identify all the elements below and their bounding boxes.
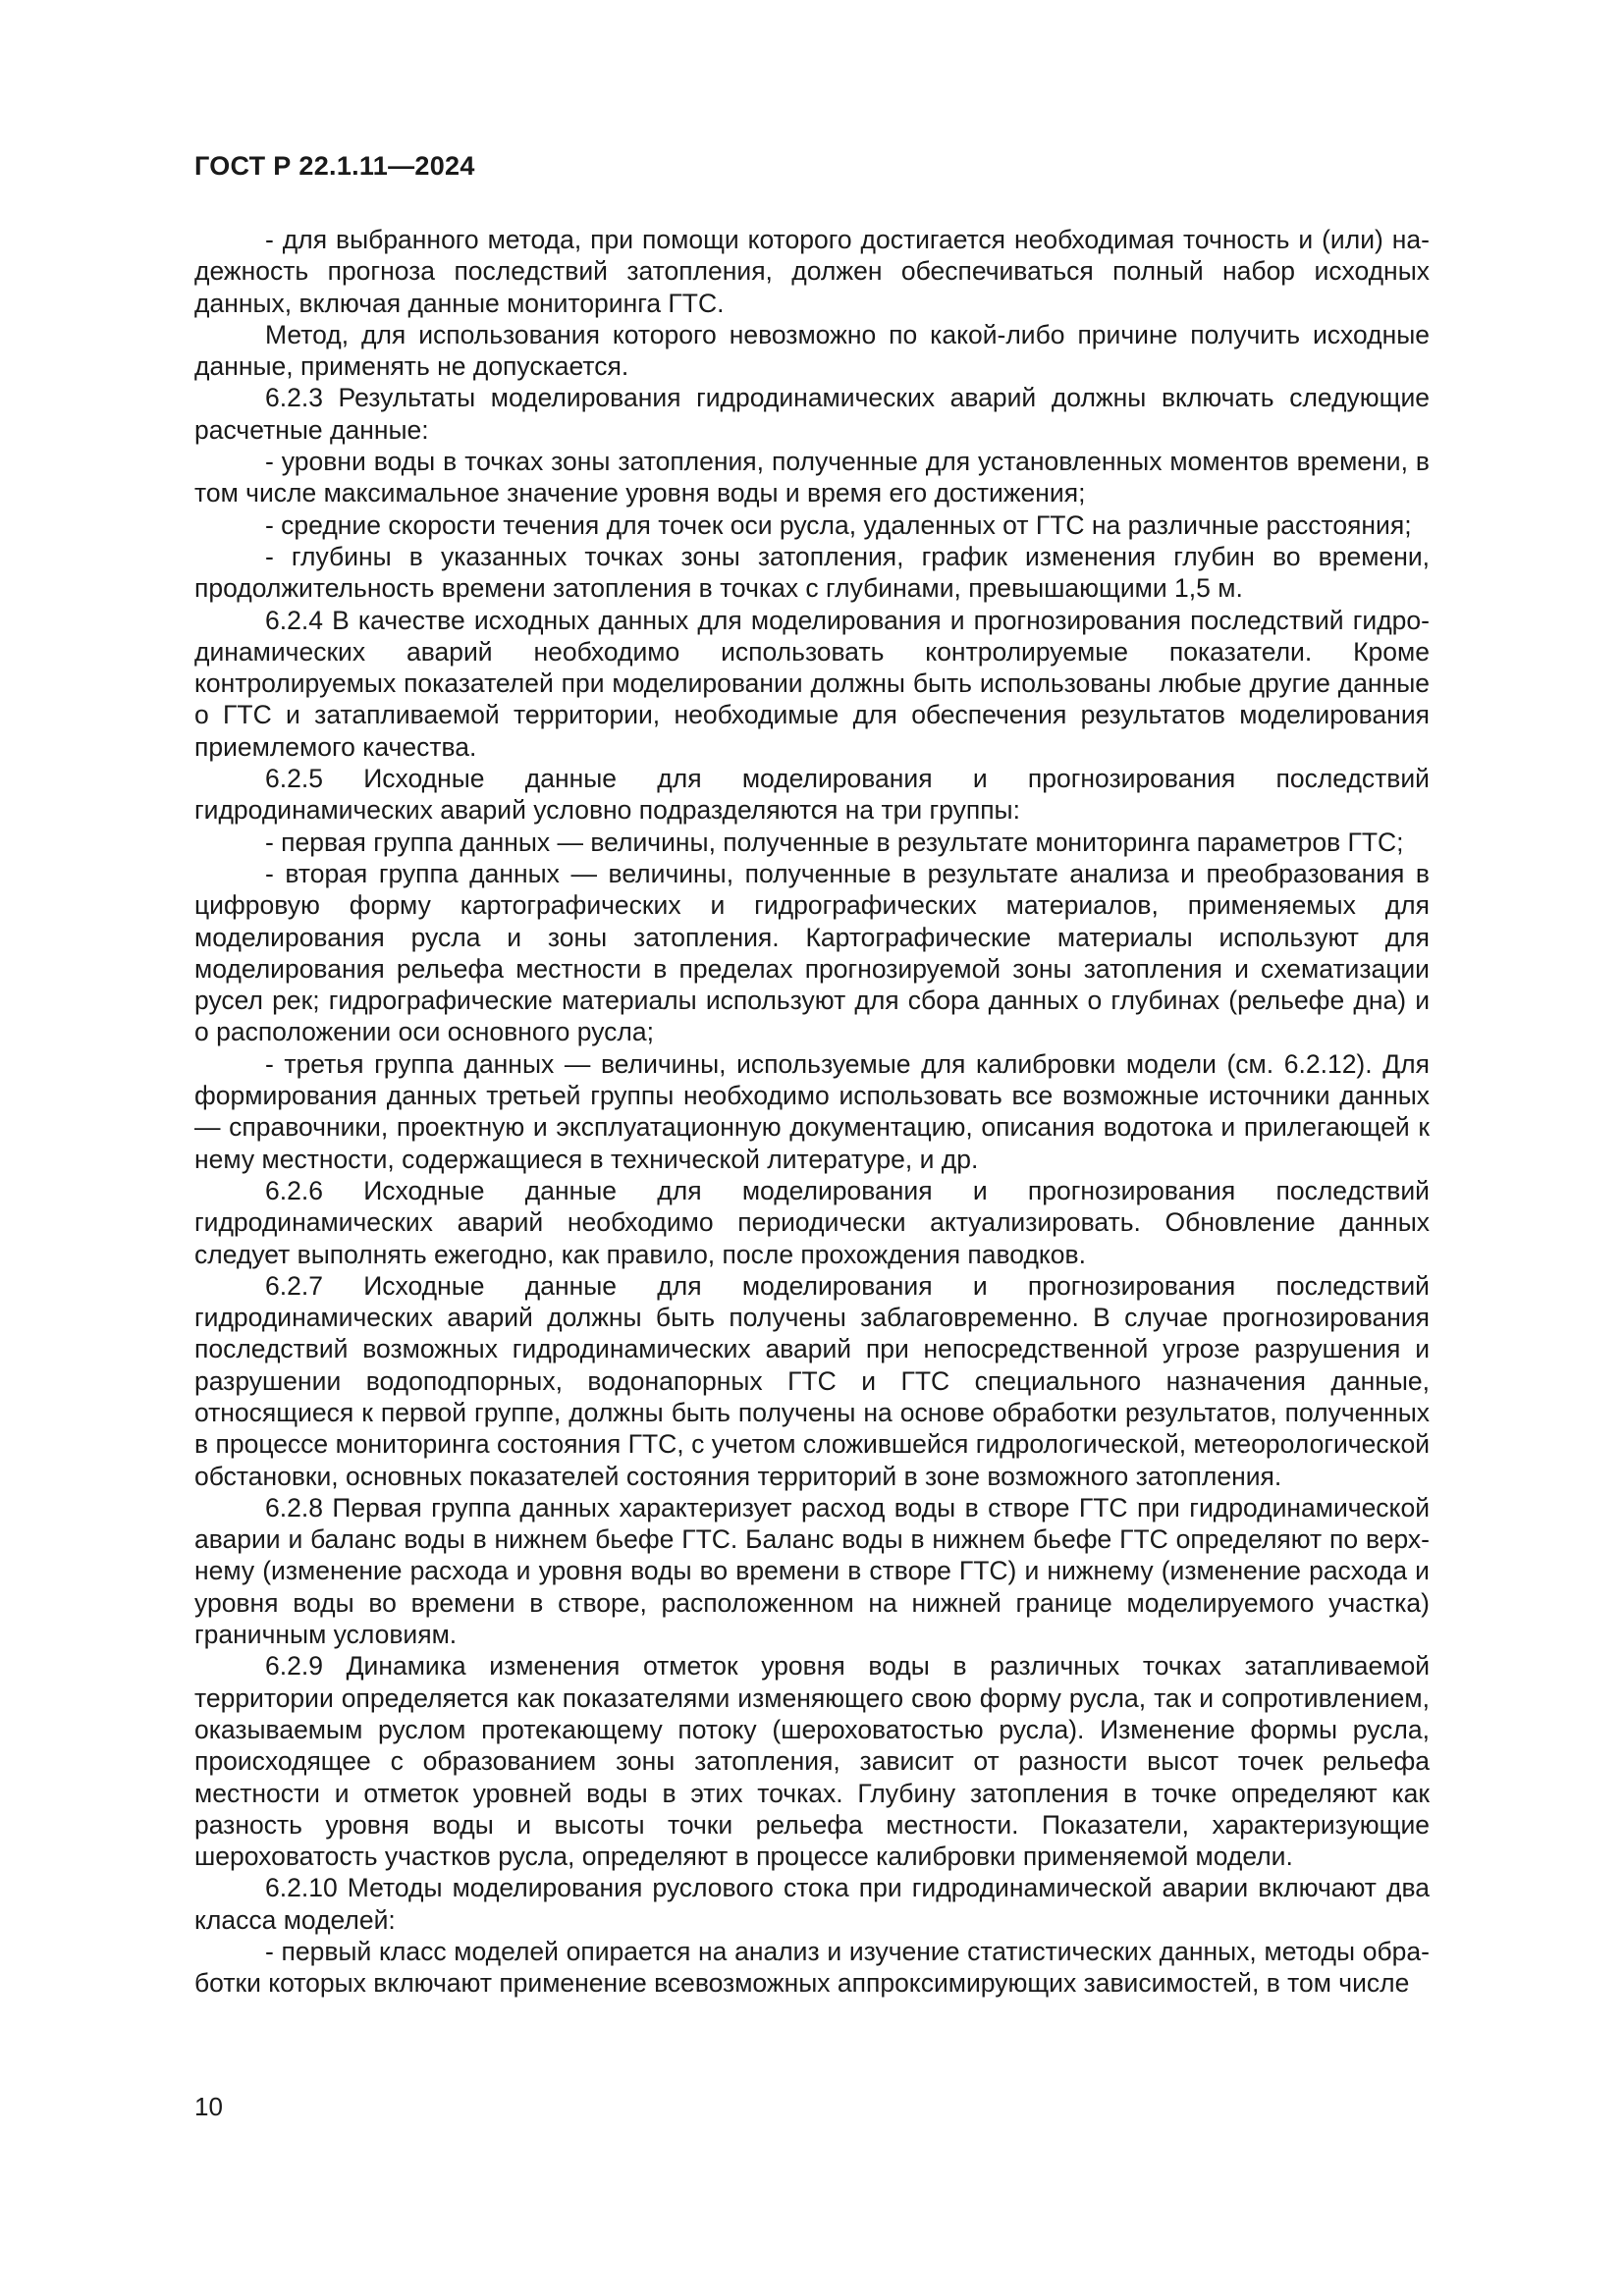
- paragraph-section-6-2-7: 6.2.7 Исходные данные для моделирования и прогнозирования последствий гидродинамических аварий должны быть получены заблаговременно. В случае прогнозирования последствий возможных гидродинамических аварий при непосредственной угрозе разрушения и разрушении водоподпорных, водонапорных ГТС и ГТС специального назначения данные, относящиеся к первой группе, должны быть получены на основе обработки результатов, полученных в процессе мониторинга состояния ГТС, с учетом сложившейся гидрологической, метеорологической обстановки, основных показателей состояния территорий в зоне возможного затопления.: [194, 1270, 1430, 1491]
- list-item: - первый класс моделей опирается на анализ и изучение статистических данных, методы обработки которых включают применение всевозможных аппроксимирующих зависимостей, в том числе: [194, 1937, 1430, 1999]
- paragraph-section-6-2-3: 6.2.3 Результаты моделирования гидродинамических аварий должны включать следующие расчетные данные:: [194, 383, 1430, 445]
- list-item: - вторая группа данных — величины, полученные в результате анализа и преобразования в цифровую форму картографических и гидрографических материалов, применяемых для моделирования русла и зоны затопления. Картографические материалы используют для моделирования рельефа местности в пределах прогнозируемой зоны затопления и схематизации русел рек; гидрографические материалы используют для сбора данных о глубинах (рельефе дна) и о расположении оси основного русла;: [194, 858, 1430, 1047]
- document-header: ГОСТ Р 22.1.11—2024: [194, 151, 475, 181]
- paragraph-section-6-2-4: 6.2.4 В качестве исходных данных для моделирования и прогнозирования последствий гидродинамических аварий необходимо использовать контролируемые показатели. Кроме контролируемых показателей при моделировании должны быть использованы любые другие данные о ГТС и затапливаемой территории, необходимые для обеспечения результатов моделирования приемлемого качества.: [194, 605, 1430, 762]
- document-body: [194, 224, 1430, 2000]
- list-item: - средние скорости течения для точек оси русла, удаленных от ГТС на различные расстояния;: [265, 509, 1412, 540]
- paragraph-section-6-2-6: 6.2.6 Исходные данные для моделирования и прогнозирования последствий гидродинамических аварий необходимо периодически актуализировать. Обновление данных следует выполнять ежегодно, как правило, после прохождения паводков.: [194, 1175, 1430, 1269]
- paragraph: Метод, для использования которого невозможно по какой-либо причине получить исходные данные, применять не допускается.: [194, 319, 1430, 382]
- list-item: - уровни воды в точках зоны затопления, полученные для установленных моментов времени, в том числе максимальное значение уровня воды и время его достижения;: [194, 447, 1430, 508]
- list-item: - третья группа данных — величины, используемые для калибровки модели (см. 6.2.12). Для формирования данных третьей группы необходимо использовать все возможные источники данных — справочники, проектную и эксплуатационную документацию, описания водотока и прилегающей к нему местности, содержащиеся в технической литературе, и др.: [194, 1048, 1430, 1174]
- list-item: - глубины в указанных точках зоны затопления, график изменения глубин во времени, продолжительность времени затопления в точках с глубинами, превышающими 1,5 м.: [194, 541, 1430, 604]
- paragraph-section-6-2-5: 6.2.5 Исходные данные для моделирования и прогнозирования последствий гидродинамических аварий условно подразделяются на три группы:: [194, 764, 1430, 826]
- page-number: 10: [194, 2092, 223, 2121]
- paragraph: - для выбранного метода, при помощи которого достигается необходимая точность и (или) надежность прогноза последствий затопления, должен обеспечиваться полный набор исходных данных, включая данные мониторинга ГТС.: [194, 225, 1430, 318]
- paragraph-section-6-2-9: 6.2.9 Динамика изменения отметок уровня воды в различных точках затапливаемой территории определяется как показателями изменяющего свою форму русла, так и сопротивлением, оказываемым руслом протекающему потоку (шероховатостью русла). Изменение формы русла, происходящее с образованием зоны затопления, зависит от разности высот точек рельефа местности и отметок уровней воды в этих точках. Глубину затопления в точке определяют как разность уровня воды и высоты точки рельефа местности. Показатели, характеризующие шероховатость участков русла, определяют в процессе калибровки применяемой модели.: [194, 1651, 1430, 1872]
- paragraph-section-6-2-10: 6.2.10 Методы моделирования руслового стока при гидродинамической аварии включают два класса моделей:: [194, 1873, 1430, 1935]
- list-item: - первая группа данных — величины, полученные в результате мониторинга параметров ГТС;: [265, 827, 1404, 857]
- paragraph-section-6-2-8: 6.2.8 Первая группа данных характеризует расход воды в створе ГТС при гидродинамической аварии и баланс воды в нижнем бьефе ГТС. Баланс воды в нижнем бьефе ГТС определяют по верхнему (изменение расхода и уровня воды во времени в створе ГТС) и нижнему (изменение расхода и уровня воды во времени в створе, расположенном на нижней границе моделируемого участка) граничным условиям.: [194, 1492, 1430, 1650]
